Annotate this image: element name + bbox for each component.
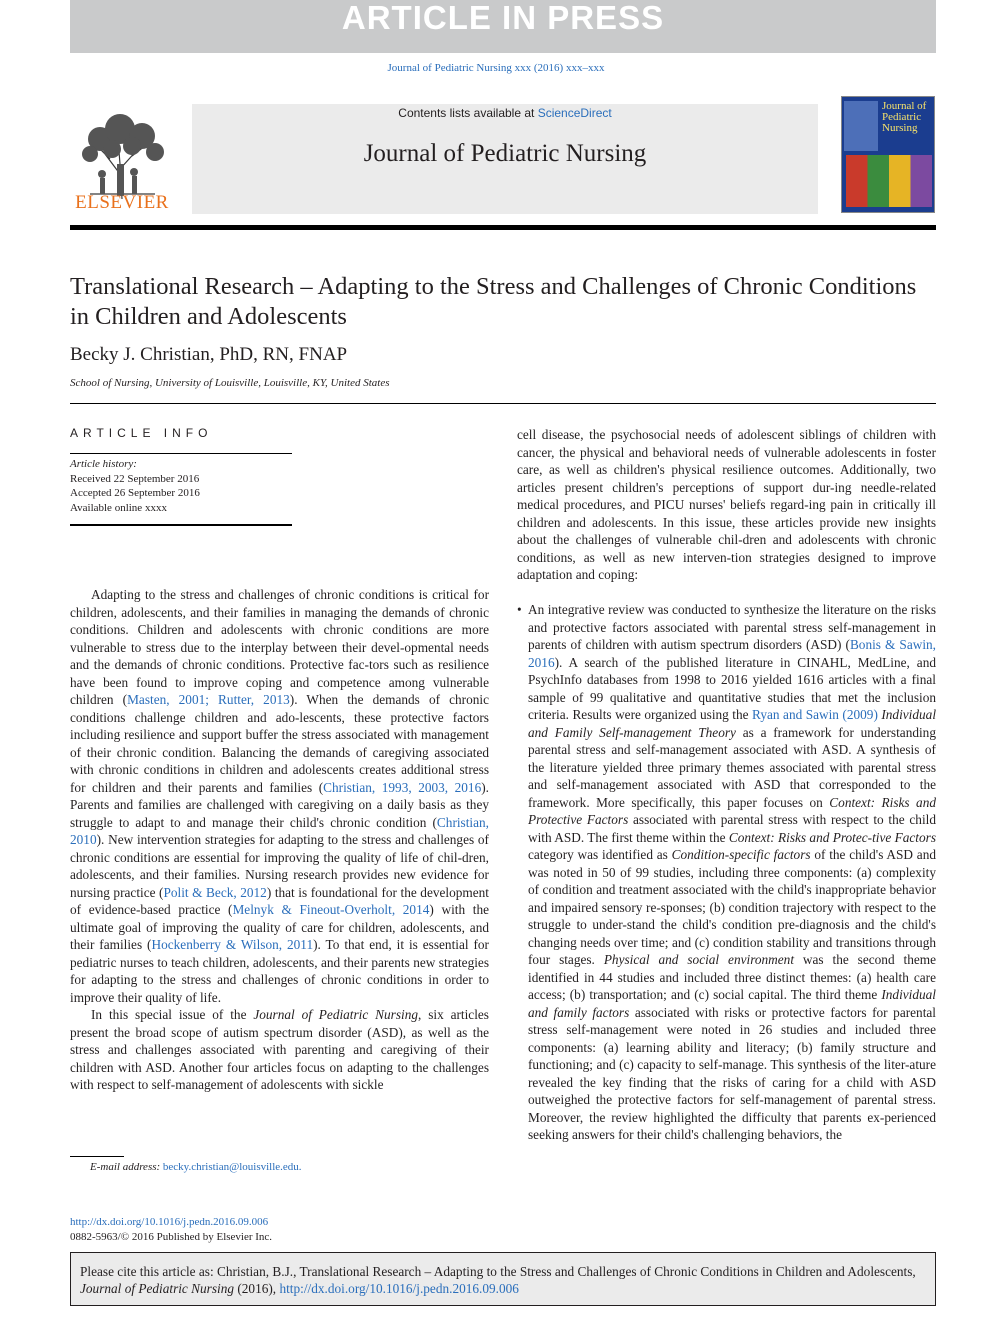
publisher-name: ELSEVIER	[75, 192, 169, 213]
text-run: ) with the ultimate goal of improving the quality of care for children, adolescents, and their families (	[70, 902, 489, 952]
text-run: category was identified as	[528, 847, 672, 862]
italic-text: Individual and Family Self-management Theory	[528, 707, 937, 740]
text-run: ). New intervention strategies for adapting to the stress and challenges of chronic conditions are essential for improving the quality of life of chil-dren, adolescents, and their families. Nursing research provides new evidence for nursing practice (	[70, 832, 489, 900]
paragraph-3	[517, 426, 936, 584]
copyright-line: 0882-5963/© 2016 Published by Elsevier Inc.	[70, 1230, 273, 1243]
footnote-rule	[70, 1156, 124, 1157]
text-run: was the second theme identified in 44 studies and included three distinct themes: (a) health care access; (b) transportation; and (c) social capital. The third theme	[528, 952, 937, 1002]
header-rule	[70, 225, 936, 230]
text-run: ) that is foundational for the development of evidence-based practice (	[70, 884, 489, 917]
email-label: E-mail address:	[90, 1161, 161, 1173]
author-name: Becky J. Christian, PhD, RN, FNAP	[70, 344, 348, 365]
italic-text: Context: Risks and Protective Factors	[528, 794, 937, 827]
text-run: associated with risks or protective factors for parental stress self-management were noted in 26 studies and included three components: (a) learning ability and literacy; (b) family structure and functioning; and (c) capacity to self-manage. This synthesis of the liter-ature revealed the key finding that the risks of caring for a child with ASD outweighed the protective factors for self-management of parental stress. Moreover, the review highlighted the difficulty that parents ex-perienced seeking answers for their child's challenging behaviors, the	[528, 1004, 936, 1142]
citation-link[interactable]: Christian, 1993, 2003, 2016	[323, 779, 482, 795]
bullet-text	[528, 601, 936, 1144]
footnote	[90, 1161, 302, 1173]
masthead-box	[192, 104, 818, 214]
author-affiliation: School of Nursing, University of Louisville, Louisville, KY, United States	[70, 377, 390, 389]
contents-line: Contents lists available at ScienceDirect	[398, 106, 612, 120]
citation-link[interactable]: Melnyk & Fineout-Overholt, 2014	[232, 902, 430, 917]
sciencedirect-link[interactable]: ScienceDirect	[537, 106, 612, 120]
article-info-heading: ARTICLE INFO	[70, 426, 213, 440]
right-column	[517, 426, 936, 584]
text-run: of the child's ASD and was noted in 50 of 99 studies, including three components: (a) complexity of condition and treatment associated with the child's inappropriate behavior and impaired sensory re-sponses; (b) condition trajectory with respect to the struggle to under-stand the child's condition pre-diagnosis and the child's changing needs over time; and (c) condition stability and transitions through four stages.	[528, 847, 937, 967]
article-history	[70, 457, 200, 515]
bullet-item	[517, 601, 936, 1144]
citation-journal: Journal of Pediatric Nursing	[80, 1281, 235, 1296]
text-run: In this special issue of the	[91, 1007, 254, 1022]
left-column	[70, 586, 489, 1094]
cover-title: Journal of Pediatric Nursing	[882, 100, 927, 134]
doi-link[interactable]: http://dx.doi.org/10.1016/j.pedn.2016.09.006	[70, 1216, 269, 1228]
online-date: Available online xxxx	[70, 501, 167, 514]
citation-link[interactable]: Bonis & Sawin, 2016	[528, 637, 936, 670]
text-run: cell disease, the psychosocial needs of adolescent siblings of children with cancer, the physical and behavioral needs of vulnerable adolescents in foster care, as well as children's physical resilience outcomes. Additionally, two articles present children's perceptions of support dur-ing needle-related medical procedures, and PICU nurses' beliefs regard-ing pain in critically ill children and adolescents. In this issue, these articles provide new insights about the challenges of vulnerable chil-dren and adolescents with chronic conditions, as well as new interven-tion strategies designed to improve adaptation and coping:	[517, 427, 936, 582]
masthead	[70, 94, 936, 222]
cover-photo	[846, 155, 932, 207]
citation-link[interactable]: Polit & Beck, 2012	[163, 884, 267, 900]
text-run: ). When the demands of chronic conditions challenge children and ado-lescents, these protective factors including resilience and support buffer the stress associated with management of their chronic condition. Balancing the demands of caregiving associated with chronic conditions in children and adolescents creates additional stress for children and their parents and families (	[70, 692, 489, 795]
citation-box	[70, 1252, 936, 1306]
journal-reference-link[interactable]: Journal of Pediatric Nursing xxx (2016) xxx–xxx	[387, 62, 605, 74]
citation-prefix: Please cite this article as: Christian, B.J., Translational Research – Adapting to the Stress and Challenges of Chronic Conditions in Children and Adolescents,	[80, 1264, 916, 1279]
article-in-press-banner: ARTICLE IN PRESS	[70, 0, 936, 53]
text-run: associated with parental stress with respect to the child with ASD. The first theme within the	[528, 812, 936, 845]
article-title: Translational Research – Adapting to the Stress and Challenges of Chronic Conditions in Children and Adolescents	[70, 273, 917, 330]
doi-block	[70, 1215, 272, 1244]
italic-text: Context: Risks and Protec-tive Factors	[728, 829, 936, 845]
italic-text: Condition-specific factors	[671, 847, 811, 862]
citation-link[interactable]: Masten, 2001; Rutter, 2013	[127, 692, 290, 707]
text-run: , six articles present the broad scope of autism spectrum disorder (ASD), as well as the stress and challenges associated with parenting and caregiving of their children with ASD. Another four articles focus on adapting to the challenges with respect to self-management of adolescents with sickle	[70, 1007, 489, 1092]
journal-title: Journal of Pediatric Nursing	[363, 140, 647, 167]
citation-doi-link[interactable]: http://dx.doi.org/10.1016/j.pedn.2016.09.006	[279, 1281, 519, 1296]
text-run: ). Parents and families are challenged with caregiving on a daily basis as they struggle to adapt to and manage their child's chronic condition (	[70, 779, 489, 830]
citation-link[interactable]: Hockenberry & Wilson, 2011	[151, 937, 314, 952]
italic-text: Individual and family factors	[528, 987, 936, 1020]
text-run: An integrative review was conducted to synthesize the literature on the risks and protective factors associated with parental stress self-management in parents of children with autism spectrum disorders (ASD) (	[528, 602, 936, 652]
article-info-rule-bottom	[70, 524, 292, 526]
accepted-date: Accepted 26 September 2016	[70, 487, 200, 499]
paragraph-1	[70, 586, 489, 1006]
article-info-rule-top	[70, 453, 292, 454]
text-run: as a framework for understanding parental stress and self-management associated with ASD. A synthesis of the literature yielded three primary themes associated with parental stress and self-management associated with ASD that corresponded to the framework. More specifically, this paper focuses on	[528, 724, 936, 810]
received-date: Received 22 September 2016	[70, 472, 200, 485]
italic-text: Journal of Pediatric Nursing	[253, 1007, 418, 1022]
bullet-symbol: •	[517, 602, 522, 617]
text-run: ). To that end, it is essential for pediatric nurses to teach children, adolescents, and their parents new strategies for adapting to the stress and challenges of chronic conditions in order to improve their quality of life.	[70, 937, 489, 1005]
citation-link[interactable]: Ryan and Sawin (2009)	[752, 707, 878, 722]
italic-text: Physical and social environment	[603, 952, 795, 967]
section-rule	[70, 403, 936, 404]
text-run: ). A search of the published literature in CINAHL, MedLine, and PsychInfo databases from 1998 to 2016 yielded 1616 articles with a final sample of 99 qualitative and quantitative studies that met the inclusion criteria. Results were organized using the	[528, 654, 936, 722]
text-run: Adapting to the stress and challenges of chronic conditions is critical for children, adolescents, and their families in managing the demands of chronic conditions. Children and adolescents with chronic conditions are more vulnerable to stress due to the interplay between their devel-opmental needs and the demands of chronic conditions. Protective fac-tors such as resilience have been found to improve coping and competence among vulnerable children (	[70, 587, 489, 707]
cover-strip	[844, 101, 878, 151]
email-link[interactable]: becky.christian@louisville.edu.	[162, 1161, 302, 1173]
journal-cover-image[interactable]	[841, 96, 935, 213]
paragraph-2	[70, 1006, 489, 1094]
history-label: Article history:	[70, 458, 137, 470]
citation-link[interactable]: Christian, 2010	[70, 814, 489, 847]
citation-year: (2016),	[234, 1281, 280, 1296]
